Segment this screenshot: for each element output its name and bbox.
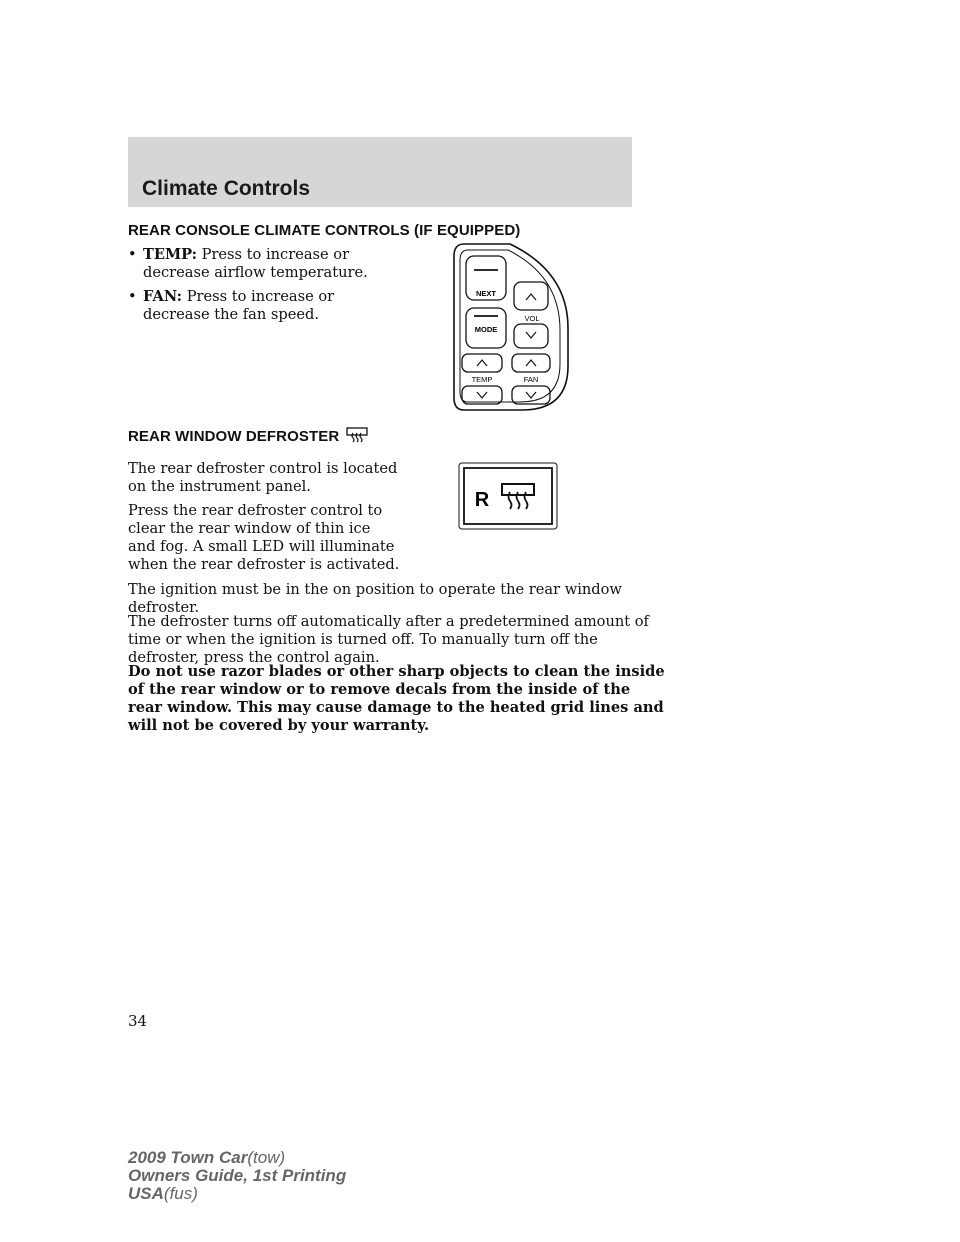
- document-footer: [128, 1149, 346, 1203]
- defroster-location-paragraph: [128, 460, 397, 496]
- fan-panel-label: FAN: [523, 375, 539, 384]
- rear-console-panel-illustration: [452, 242, 572, 412]
- rear-defroster-button-illustration: [458, 462, 558, 530]
- temp-panel-label: TEMP: [471, 375, 493, 384]
- vol-label: VOL: [524, 314, 540, 323]
- text-line: defroster, press the control again.: [128, 649, 380, 666]
- rear-defroster-heading: [128, 427, 368, 445]
- text-line: on the instrument panel.: [128, 478, 311, 495]
- section-header: [128, 137, 632, 207]
- footer-region-code: (fus): [163, 1184, 198, 1203]
- text-line: Press the rear defroster control to: [128, 502, 383, 519]
- bullet: •: [128, 246, 137, 263]
- temp-label: TEMP:: [143, 246, 197, 263]
- text-line: and fog. A small LED will illuminate: [128, 538, 395, 555]
- fan-label: FAN:: [143, 288, 183, 305]
- text-line: of the rear window or to remove decals from the inside of the: [128, 681, 631, 698]
- footer-region: USA: [128, 1184, 164, 1203]
- vol-down-button: [514, 324, 548, 348]
- fan-text-1: Press to increase or: [186, 288, 335, 305]
- text-line: time or when the ignition is turned off. To manually turn off the: [128, 631, 598, 648]
- chevron-down-icon: [526, 332, 536, 338]
- defroster-button-letter: R: [474, 489, 490, 511]
- footer-model-code: (tow): [247, 1148, 286, 1167]
- chevron-down-icon: [477, 392, 487, 398]
- text-line: when the rear defroster is activated.: [128, 556, 400, 573]
- text-line: The defroster turns off automatically after a predetermined amount of: [128, 613, 649, 630]
- ignition-paragraph: [128, 581, 622, 617]
- temp-up-button: [462, 354, 502, 372]
- text-line: The ignition must be in the on position to operate the rear window: [128, 581, 622, 598]
- chevron-up-icon: [526, 360, 536, 366]
- temp-text-2: decrease airflow temperature.: [143, 264, 368, 281]
- chevron-up-icon: [477, 360, 487, 366]
- rear-defroster-icon: [346, 427, 368, 443]
- fan-text-2: decrease the fan speed.: [143, 306, 319, 323]
- defroster-usage-paragraph: [128, 502, 399, 574]
- bullet: •: [128, 288, 137, 305]
- rear-defroster-heading-text: REAR WINDOW DEFROSTER: [128, 428, 340, 445]
- temp-text-1: Press to increase or: [201, 246, 350, 263]
- chevron-down-icon: [526, 392, 536, 398]
- text-line: Do not use razor blades or other sharp objects to clean the inside: [128, 663, 665, 680]
- mode-label: MODE: [474, 325, 498, 334]
- footer-model: 2009 Town Car: [128, 1148, 248, 1167]
- text-line: defroster.: [128, 599, 200, 616]
- text-line: The rear defroster control is located: [128, 460, 398, 477]
- temp-down-button: [462, 386, 502, 404]
- section-title: Climate Controls: [142, 177, 311, 200]
- warning-paragraph: [128, 663, 665, 735]
- text-line: rear window. This may cause damage to the heated grid lines and: [128, 699, 664, 716]
- footer-guide: Owners Guide, 1st Printing: [128, 1166, 347, 1185]
- text-line: clear the rear window of thin ice: [128, 520, 371, 537]
- fan-item: [143, 288, 334, 324]
- vol-up-button: [514, 282, 548, 310]
- fan-up-button: [512, 354, 550, 372]
- next-label: NEXT: [475, 289, 497, 298]
- text-line: will not be covered by your warranty.: [128, 717, 430, 734]
- page-number: 34: [128, 1012, 148, 1030]
- temp-item: [143, 246, 368, 282]
- auto-off-paragraph: [128, 613, 649, 667]
- chevron-up-icon: [526, 294, 536, 300]
- rear-console-heading: REAR CONSOLE CLIMATE CONTROLS (IF EQUIPPED): [128, 222, 521, 239]
